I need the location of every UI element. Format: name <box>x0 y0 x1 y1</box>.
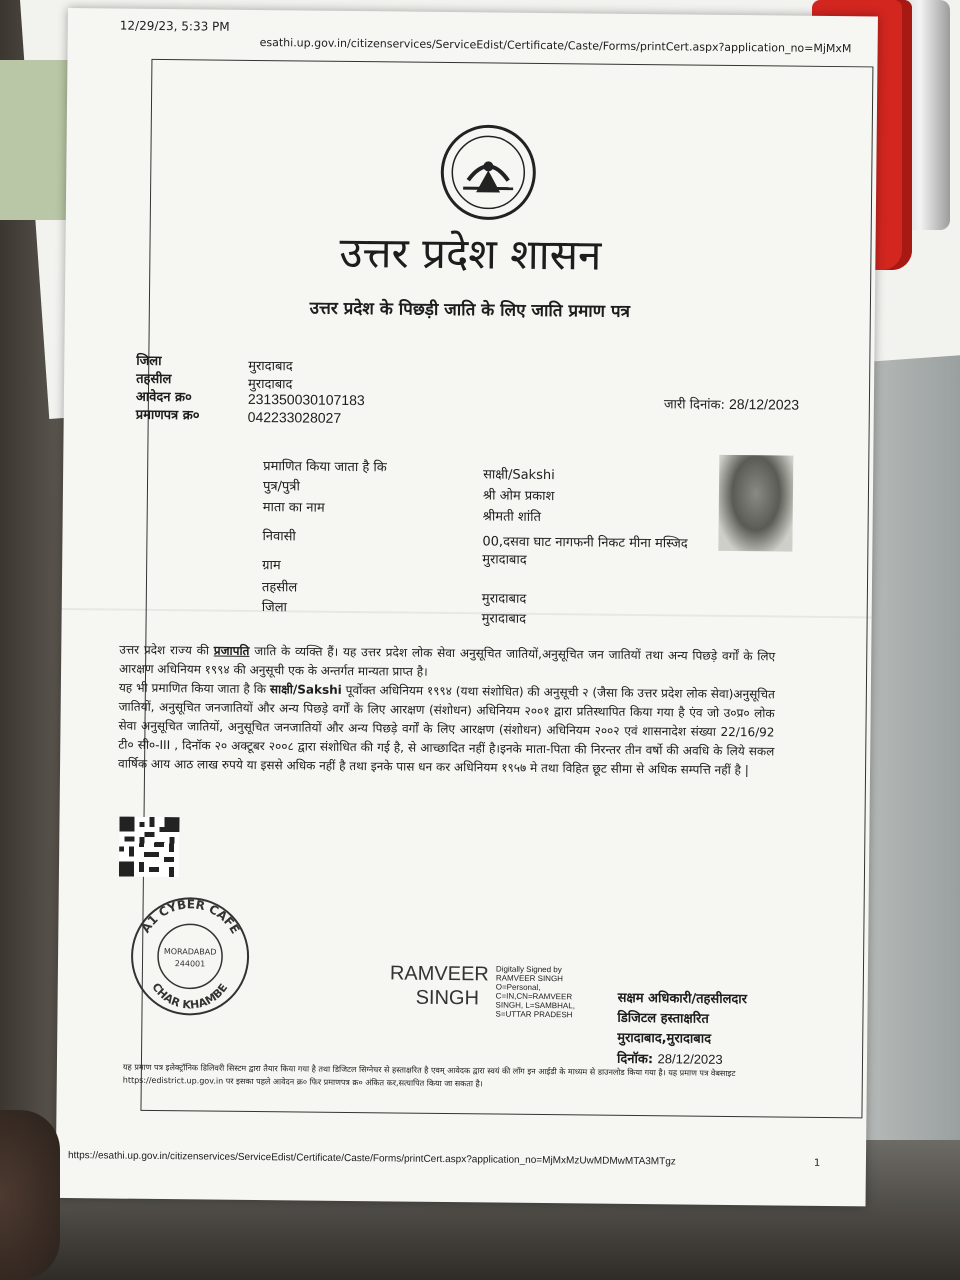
cyber-cafe-stamp <box>127 894 252 1019</box>
officer-title: सक्षम अधिकारी/तहसीलदार <box>617 990 748 1008</box>
certificate-subtitle: उत्तर प्रदेश के पिछड़ी जाति के लिए जाति प्रमाण पत्र <box>309 298 631 322</box>
detail-value-district: मुरादाबाद <box>481 611 527 627</box>
officer-place: मुरादाबाद,मुरादाबाद <box>617 1030 712 1047</box>
signature-name: RAMVEER SINGH <box>389 962 489 1010</box>
detail-label-village: ग्राम <box>262 558 281 574</box>
page-title: उत्तर प्रदेश शासन <box>339 227 602 280</box>
body-paragraph-1: उत्तर प्रदेश राज्य की प्रजापति जाति के व्यक्ति हैं। यह उत्तर प्रदेश लोक सेवा अनुसूचित जातियों,अनुसूचित जन जातियों तथा अन्य पिछड़े वर्गों के लिए आरक्षण अधिनियम १९९४ की अनुसूची एक के अन्तर्गत मान्यता प्राप्त है। <box>119 642 776 679</box>
detail-value-address: 00,दसवा घाट नागफनी निकट मीना मस्जिद <box>482 534 688 552</box>
detail-label-mother: माता का नाम <box>262 500 325 516</box>
detail-value-tehsil: मुरादाबाद <box>481 591 527 607</box>
field-value-certificate-no: 042233028027 <box>247 408 342 426</box>
applicant-photo <box>718 455 793 552</box>
stamp-center-text: MORADABAD <box>163 947 217 957</box>
officer-block <box>617 989 747 1071</box>
detail-label-tehsil: तहसील <box>261 580 298 596</box>
print-url-bottom: https://esathi.up.gov.in/citizenservices/ServiceEdist/Certificate/Caste/Forms/printCert.aspx?application_no=MjMxMzUwMDMwMTA3MTgz <box>67 1150 676 1168</box>
detail-label-resident: निवासी <box>262 529 296 545</box>
field-value-tehsil: मुरादाबाद <box>247 376 293 393</box>
stamp-pin: 244001 <box>174 959 206 969</box>
detail-label-certified: प्रमाणित किया जाता है कि <box>263 459 387 476</box>
detail-value-address-city: मुरादाबाद <box>482 552 527 568</box>
signature-details: Digitally Signed by RAMVEER SINGH O=Personal, C=IN,CN=RAMVEER SINGH, L=SAMBHAL, S=UTTAR PRADESH <box>495 964 575 1020</box>
field-value-application-no: 231350030107183 <box>247 390 365 409</box>
issue-date-label: जारी दिनांक: <box>663 397 725 413</box>
certificate-paper <box>56 8 878 1206</box>
field-label-district: जिला <box>136 353 162 369</box>
thumb <box>0 1110 60 1280</box>
up-emblem-icon <box>438 122 539 223</box>
officer-digital-sign: डिजिटल हस्ताक्षरित <box>617 1010 709 1027</box>
field-value-district: मुरादाबाद <box>248 358 293 375</box>
field-label-tehsil: तहसील <box>136 371 172 388</box>
book-edge <box>0 60 76 220</box>
stamp-top-text: A1 CYBER CAFE <box>138 897 243 937</box>
print-url-top: esathi.up.gov.in/citizenservices/ServiceEdist/Certificate/Caste/Forms/printCert.aspx?application_no=MjMxM <box>259 36 852 56</box>
officer-date: दिनॉक: 28/12/2023 <box>616 1051 723 1068</box>
field-label-application-no: आवेदन क्र० <box>135 389 192 406</box>
field-label-certificate-no: प्रमाणपत्र क्र० <box>135 407 200 424</box>
issue-date-value: 28/12/2023 <box>728 395 800 413</box>
detail-value-father: श्री ओम प्रकाश <box>482 488 555 505</box>
detail-value-name: साक्षी/Sakshi <box>483 467 555 484</box>
print-timestamp: 12/29/23, 5:33 PM <box>119 18 230 34</box>
issue-date <box>664 394 799 413</box>
detail-value-mother: श्रीमती शांति <box>482 509 542 525</box>
applicant-name-inline: साक्षी/Sakshi <box>269 682 342 697</box>
footer-note: यह प्रमाण पत्र इलेक्ट्रॉनिक डिलिवरी सिस्टम द्वारा तैयार किया गया है तथा डिजिटल सिग्नेचर से हस्ताक्षरित है एवम् आवेदक द्वारा स्वयं की लॉग इन आईडी के माध्यम से डाउनलोड किया गया है। यह प्रमाण पत्र वेबसाइट https://edistrict.up.gov.in पर इसका पहले आवेदन क्र० फिर प्रमाणपत्र क्र० अंकित कर,सत्यापित किया जा सकता है। <box>122 1062 736 1089</box>
detail-label-child-of: पुत्र/पुत्री <box>262 479 300 495</box>
detail-label-district: जिला <box>261 600 288 616</box>
svg-text:A1 CYBER CAFE <box>138 897 242 937</box>
body-paragraph-2: यह भी प्रमाणित किया जाता है कि साक्षी/Sakshi पूर्वोक्त अधिनियम १९९४ (यथा संशोधित) की अनुसूची २ (जैसा कि उत्तर प्रदेश लोक सेवा)अनुसूचित जातियों, अनुसूचित जनजातियों और अन्य पिछड़े वर्गों के लिए आरक्षण (संशोधन) अधिनियम २००१ द्वारा प्रतिस्थापित किया गया है एंव जो उ०प्र० लोक सेवा अनुसूचित जातियों, अनुसूचित जनजातियों और अन्य पिछड़े वर्गों के लिए आरक्षण (संशोधन) अधिनियम २००२ एवं शासनादेश संख्या 22/16/92 टी० सी०-III , दिनॉक २० अक्टूबर २००८ द्वारा संशोधित की गई है, से आच्छादित नहीं है।इनके माता-पिता की निरन्तर तीन वर्षो की अवधि के लिये सकल वार्षिक आय आठ लाख रुपये या इससे अधिक नहीं है तथा इनके पास धन कर अधिनियम १९५७ मे तथा विहित छूट सीमा से अधिक सम्पत्ति नहीं है | <box>118 680 775 778</box>
caste-name: प्रजापति <box>213 643 250 658</box>
stamp-bottom-text: CHAR KHAMBE <box>149 980 231 1012</box>
certificate-body <box>118 641 775 781</box>
page-number: 1 <box>813 1157 821 1169</box>
qr-code-icon <box>119 817 180 878</box>
